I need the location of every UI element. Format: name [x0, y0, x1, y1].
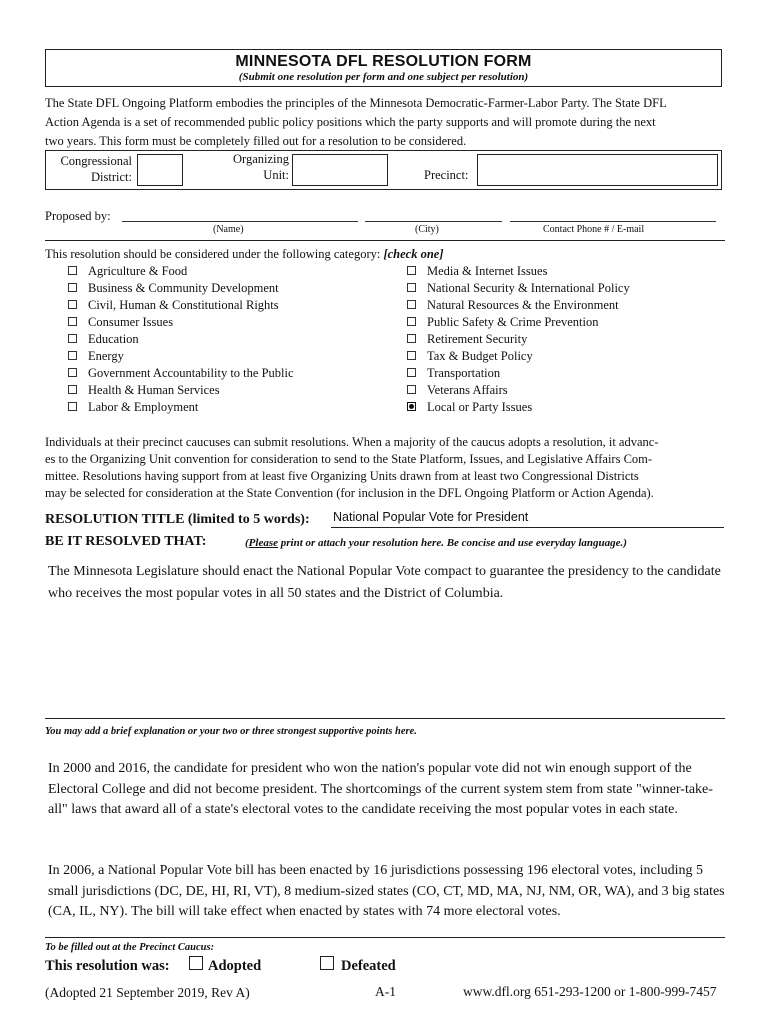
category-label: Health & Human Services — [88, 383, 220, 397]
label-line: Congressional — [60, 154, 132, 168]
checkbox-icon[interactable] — [68, 283, 77, 292]
category-label: Government Accountability to the Public — [88, 366, 294, 380]
category-option[interactable] — [407, 280, 630, 297]
category-label: Agriculture & Food — [88, 264, 188, 278]
category-option[interactable] — [407, 297, 630, 314]
checkbox-icon[interactable] — [407, 334, 416, 343]
category-heading-emphasis: [check one] — [383, 247, 444, 261]
proposed-by-label: Proposed by: — [45, 209, 111, 223]
intro-line: The State DFL Ongoing Platform embodies the principles of the Minnesota Democratic-Farmer-Labor Party. The State DFL — [45, 96, 667, 110]
category-option[interactable] — [407, 399, 630, 416]
proposed-city-line[interactable] — [365, 221, 502, 222]
checkbox-icon[interactable] — [68, 385, 77, 394]
category-label: Media & Internet Issues — [427, 264, 548, 278]
category-option[interactable] — [68, 280, 294, 297]
adopted-label: Adopted — [208, 958, 262, 974]
be-it-resolved-label: BE IT RESOLVED THAT: — [45, 534, 207, 549]
category-option[interactable] — [68, 399, 294, 416]
process-line: Individuals at their precinct caucuses can submit resolutions. When a majority of the caucus adopts a resolution, it advanc- — [45, 435, 659, 449]
process-paragraph — [45, 434, 727, 502]
category-option[interactable] — [407, 348, 630, 365]
section-divider — [45, 718, 725, 719]
category-label: Transportation — [427, 366, 501, 380]
intro-paragraph — [45, 94, 725, 151]
category-heading-text: This resolution should be considered under the following category: — [45, 247, 381, 261]
category-label: Civil, Human & Constitutional Rights — [88, 298, 279, 312]
category-label: Education — [88, 332, 139, 346]
checkbox-icon[interactable] — [68, 334, 77, 343]
checkbox-icon[interactable] — [407, 385, 416, 394]
checkbox-icon[interactable] — [407, 402, 416, 411]
resolution-text-field[interactable]: The Minnesota Legislature should enact the National Popular Vote compact to guarantee the presidency to the candidate who receives the most popular votes in all 50 states and the District of Columbia. — [48, 564, 721, 601]
checkbox-icon[interactable] — [68, 351, 77, 360]
category-option[interactable] — [68, 297, 294, 314]
defeated-checkbox[interactable] — [320, 956, 334, 975]
category-option[interactable] — [68, 382, 294, 399]
label-line: Organizing — [232, 152, 289, 166]
checkbox-icon[interactable] — [407, 300, 416, 309]
checkbox-icon[interactable] — [68, 317, 77, 326]
category-label: Consumer Issues — [88, 315, 174, 329]
category-heading — [45, 247, 444, 262]
resolved-instruction — [245, 537, 627, 549]
category-label: Energy — [88, 349, 124, 363]
process-line: mittee. Resolutions having support from at least five Organizing Units drawn from at least two Congressional Districts — [45, 469, 639, 483]
explanation-paragraph-1[interactable]: In 2000 and 2016, the candidate for president who won the nation's popular vote did not win enough support of the Electoral College and did not become president. The shortcomings of the current system stem from state "winner-take-all" laws that award all of a state's electoral votes to the candidate receiving the most popular votes in each state. — [48, 761, 713, 817]
location-box — [45, 150, 722, 190]
checkbox-icon[interactable] — [68, 266, 77, 275]
category-label: Tax & Budget Policy — [427, 349, 533, 363]
congressional-district-label — [52, 153, 132, 185]
resolution-title-label: RESOLUTION TITLE (limited to 5 words): — [45, 512, 310, 527]
checkbox-icon[interactable] — [407, 317, 416, 326]
checkbox-icon[interactable] — [407, 368, 416, 377]
category-option[interactable] — [68, 365, 294, 382]
category-option[interactable] — [68, 263, 294, 280]
defeated-label: Defeated — [341, 958, 396, 974]
name-hint: (Name) — [213, 224, 244, 235]
category-option[interactable] — [68, 314, 294, 331]
checkbox-icon[interactable] — [68, 368, 77, 377]
precinct-field[interactable] — [477, 154, 718, 186]
category-option[interactable] — [407, 314, 630, 331]
checkbox-icon[interactable] — [407, 266, 416, 275]
category-label: Labor & Employment — [88, 400, 199, 414]
category-list-right — [407, 263, 630, 416]
explanation-paragraph-2[interactable]: In 2006, a National Popular Vote bill has been enacted by 16 jurisdictions possessing 196 electoral votes, including 5 small jurisdictions (DC, DE, HI, RI, VT), 8 medium-sized states (CO, CT, MD, MA, NJ, NM, OR, WA), and 3 big states (CA, IL, NY). The bill will take effect when enacted by states with 74 more electoral votes. — [48, 863, 725, 919]
proposed-name-line[interactable] — [122, 221, 358, 222]
category-label: Retirement Security — [427, 332, 528, 346]
process-line: es to the Organizing Unit convention for consideration to send to the State Platform, Issues, and Legislative Affairs Com- — [45, 452, 653, 466]
resolution-was-label: This resolution was: — [45, 958, 170, 974]
checkbox-icon[interactable] — [68, 300, 77, 309]
category-label: Public Safety & Crime Prevention — [427, 315, 599, 329]
section-divider — [45, 240, 725, 241]
page-number: A-1 — [375, 984, 396, 999]
city-hint: (City) — [415, 224, 439, 235]
congressional-district-field[interactable] — [137, 154, 183, 186]
proposed-contact-line[interactable] — [510, 221, 716, 222]
revision-note: (Adopted 21 September 2019, Rev A) — [45, 985, 250, 1000]
process-line: may be selected for consideration at the State Convention (for inclusion in the DFL Ongoing Platform or Action Agenda). — [45, 486, 654, 500]
checkbox-icon[interactable] — [407, 351, 416, 360]
category-option[interactable] — [68, 348, 294, 365]
adopted-checkbox[interactable] — [189, 956, 203, 975]
intro-line: two years. This form must be completely filled out for a resolution to be considered. — [45, 134, 467, 148]
form-subtitle: (Submit one resolution per form and one subject per resolution) — [238, 71, 529, 83]
category-option[interactable] — [68, 331, 294, 348]
label-line: District: — [91, 170, 132, 184]
category-option[interactable] — [407, 382, 630, 399]
checkbox-icon[interactable] — [68, 402, 77, 411]
resolution-title-field[interactable]: National Popular Vote for President — [333, 510, 529, 524]
contact-info: www.dfl.org 651-293-1200 or 1-800-999-7457 — [463, 984, 717, 999]
category-label: Veterans Affairs — [427, 383, 508, 397]
category-label: Local or Party Issues — [427, 400, 533, 414]
category-label: Natural Resources & the Environment — [427, 298, 619, 312]
intro-line: Action Agenda is a set of recommended public policy positions which the party supports and will promote during the next — [45, 115, 656, 129]
please-emphasis: Please — [248, 537, 278, 549]
category-option[interactable] — [407, 331, 630, 348]
form-title: MINNESOTA DFL RESOLUTION FORM — [235, 53, 532, 70]
label-line: Unit: — [263, 168, 289, 182]
category-label: National Security & International Policy — [427, 281, 630, 295]
form-title-box — [45, 49, 722, 87]
organizing-unit-field[interactable] — [292, 154, 388, 186]
instruction-rest: print or attach your resolution here. Be concise and use everyday language.) — [278, 537, 627, 549]
precinct-label: Precinct: — [424, 168, 469, 182]
precinct-caucus-note: To be filled out at the Precinct Caucus: — [45, 942, 215, 953]
category-list-left — [68, 263, 294, 416]
section-divider — [45, 937, 725, 938]
paren-open: ( — [245, 537, 249, 549]
category-option[interactable] — [407, 365, 630, 382]
organizing-unit-label — [211, 151, 289, 183]
checkbox-icon[interactable] — [407, 283, 416, 292]
category-option[interactable] — [407, 263, 630, 280]
contact-hint: Contact Phone # / E-mail — [543, 224, 645, 235]
explanation-instruction: You may add a brief explanation or your two or three strongest supportive points here. — [45, 726, 417, 737]
category-label: Business & Community Development — [88, 281, 279, 295]
resolution-title-underline — [331, 527, 724, 528]
